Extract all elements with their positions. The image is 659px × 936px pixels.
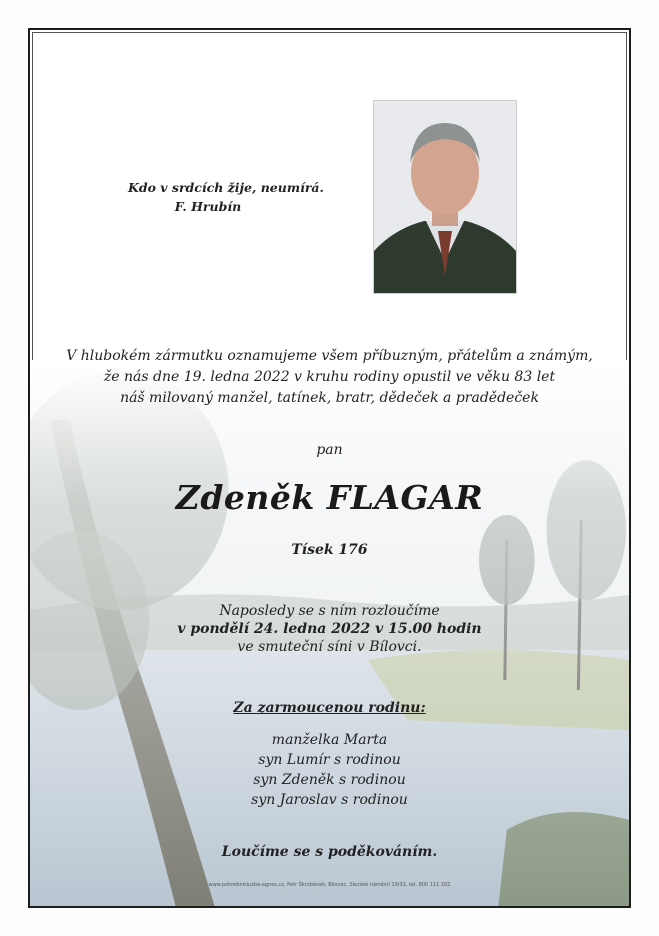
obituary-card [28, 28, 631, 908]
quote-text: Kdo v srdcích žije, neumírá. [128, 180, 324, 195]
funeral-details [30, 602, 629, 656]
family-member: syn Jaroslav s rodinou [251, 792, 408, 808]
funeral-place: ve smuteční síni v Bílovci. [237, 639, 422, 655]
deceased-name: Zdeněk FLAGAR [175, 478, 484, 517]
footer-imprint: www.pohrebnisluzba-agnes.cz, Petr Škrobánek, Bílovec, Slezské náměstí 19/32, tel. 800 111 202 [208, 882, 451, 888]
deceased-address: Tísek 176 [291, 542, 368, 558]
quote [128, 178, 324, 216]
announcement-line: V hlubokém zármutku oznamujeme všem příbuzným, přátelům a známým, [66, 348, 593, 364]
quote-author: F. Hrubín [174, 199, 242, 214]
portrait-photo [373, 100, 517, 294]
closing-text: Loučíme se s poděkováním. [221, 844, 438, 860]
family-heading: Za zarmoucenou rodinu: [233, 700, 426, 716]
funeral-date: v pondělí 24. ledna 2022 v 15.00 hodin [177, 621, 482, 637]
family-member: syn Zdeněk s rodinou [253, 772, 406, 788]
honorific: pan [316, 442, 343, 458]
funeral-line: Naposledy se s ním rozloučíme [219, 603, 440, 619]
announcement-text [30, 346, 629, 409]
family-member: manželka Marta [271, 732, 388, 748]
announcement-line: že nás dne 19. ledna 2022 v kruhu rodiny opustil ve věku 83 let [103, 369, 556, 385]
family-member: syn Lumír s rodinou [258, 752, 401, 768]
family-list [30, 730, 629, 810]
announcement-line: náš milovaný manžel, tatínek, bratr, dědeček a pradědeček [120, 390, 539, 406]
